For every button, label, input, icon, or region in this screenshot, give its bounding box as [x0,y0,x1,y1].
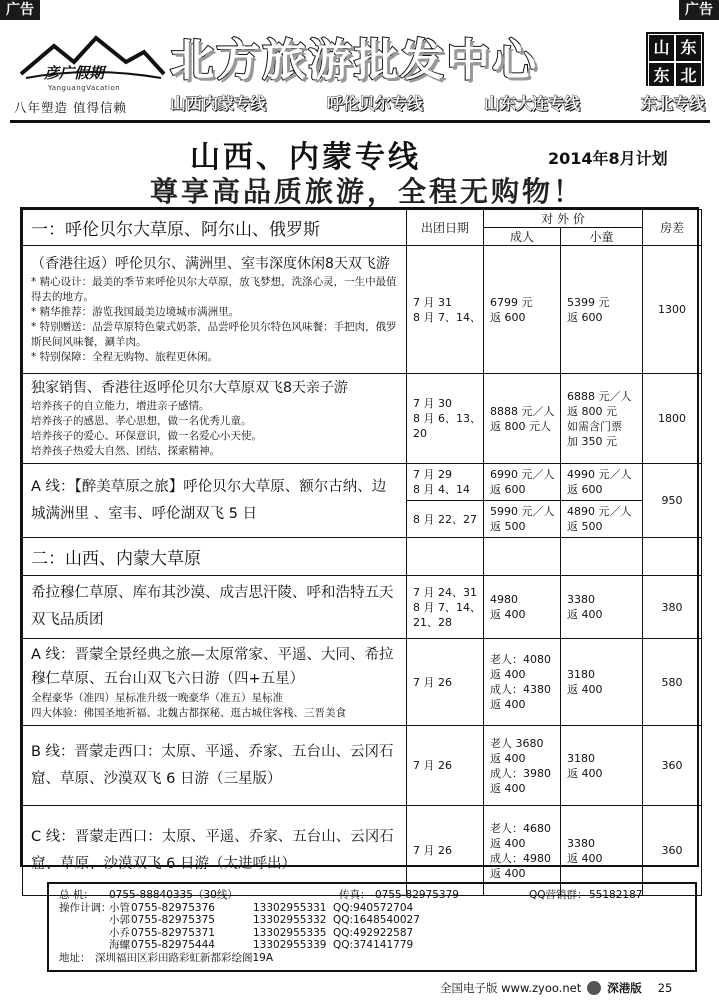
section-title: 二：山西、内蒙大草原 [23,538,407,576]
route-dates [407,374,484,464]
fax-label: 传真： [339,889,371,901]
price-line: 返 500 [490,520,526,533]
staff-qq: QQ:374141779 [333,939,414,951]
route-desc [23,726,407,806]
route-line: 山东大连专线 [483,93,580,113]
staff-tel: 0755-82975371 [131,926,215,939]
route-line: 呼伦贝尔专线 [326,93,423,113]
date-line: 8 月 7、14、 [413,310,481,324]
route-note: * 精华推荐：游览我国最美边境城市满洲里。 [31,306,240,318]
date-line: 7 月 24、31 [413,585,477,599]
header-room: 房差 [643,210,702,246]
address-value: 深圳福田区彩田路彩虹新都彩绘阁19A [95,951,274,964]
price-line: 如需含门票 [567,419,622,433]
staff-qq: QQ:1648540027 [333,914,420,926]
route-desc [23,464,407,538]
room-diff: 1800 [643,374,702,464]
adult-price [484,726,561,806]
table-row [23,726,702,806]
date-line: 8 月 7、14、 [413,600,481,614]
price-line: 返 400 [567,608,603,621]
price-line: 8888 元／人 [490,404,555,418]
slogan: 八年塑造 值得信赖 [14,100,127,115]
adult-price [484,501,561,538]
table-row [23,374,702,464]
seal-char: 山 [648,34,675,62]
staff-name: 小管 [109,901,130,914]
staff-name: 海螺 [109,939,130,951]
adult-price [484,464,561,501]
staff-tel: 0755-82975444 [131,939,215,951]
address-label: 地址： [59,951,91,964]
route-line: 山西内蒙专线 [170,93,267,113]
price-line: 3180 [567,751,595,765]
main-phone: 0755-88840335（30线） [109,889,238,901]
route-note: 全程豪华（准四）星标准升级一晚豪华（准五）星标准 [31,692,283,704]
price-line: 返 400 [490,781,526,795]
price-line: 6888 元／人 [567,389,632,403]
child-price [561,246,643,374]
seal-char: 东 [675,34,702,62]
table-row [23,464,702,501]
price-line: 4980 [490,593,518,606]
price-line: 成人：3980 [490,766,551,780]
price-line: 3380 [567,836,595,850]
price-line: 3380 [567,593,595,606]
date-line: 7 月 30 [413,397,452,410]
price-line: 老人：4680 [490,821,551,835]
date-line: 21、28 [413,615,452,629]
edition-text: 全国电子版 www.zyoo.net [440,981,582,995]
date-line: 8 月 22、27 [413,512,477,526]
staff-qq: QQ:940572704 [333,901,414,914]
header-price: 对 外 价 [484,210,643,228]
price-line: 返 400 [490,608,526,621]
price-line: 返 800 元 [567,404,617,418]
fax-value: 0755-82975379 [375,889,459,901]
price-line: 5399 元 [567,295,610,309]
adult-price [484,374,561,464]
price-line: 返 600 [490,310,526,324]
date-line: 7 月 29 [413,468,452,481]
route-dates [407,246,484,374]
contact-row [59,927,685,940]
table-row [23,246,702,374]
ops-label: 操作计调： [59,901,112,914]
route-note: 四大体验：佛国圣地祈福、北魏古都探秘、逛古城住客栈、三晋美食 [31,707,346,719]
route-note: 培养孩子热爱大自然、团结、探索精神。 [31,445,220,457]
staff-qq: QQ:492922587 [333,926,414,939]
date-line: 7 月 31 [413,295,452,309]
route-note: 培养孩子的自立能力，增进亲子感情。 [31,400,210,412]
route-dates [407,501,484,538]
edition-badge-icon [587,981,601,995]
route-dates [407,464,484,501]
route-note: * 精心设计：最美的季节来呼伦贝尔大草原，放飞梦想，洗涤心灵，一生中最值得去的地方。 [31,276,397,303]
route-note: * 特别赠送：品尝草原特色蒙式奶茶，品尝呼伦贝尔特色风味餐：手把肉，俄罗斯民间风味餐，涮羊肉。 [31,321,397,348]
table-row [23,538,702,576]
route-desc [23,576,407,639]
route-head: C 线：晋蒙走西口：太原、平遥、乔家、五台山、云冈石窟、草原、沙漠双飞 6 日游（太进呼出） [31,828,394,872]
header-date: 出团日期 [407,210,484,246]
logo-en: YanguangVacation [48,84,121,92]
price-line: 返 600 [567,310,603,324]
route-head: B 线：晋蒙走西口：太原、平遥、乔家、五台山、云冈石窟、草原、沙漠双飞 6 日游（三星版） [31,743,394,787]
price-line: 6990 元／人 [490,468,555,481]
seal-char: 北 [675,62,702,90]
route-desc [23,374,407,464]
contact-row [59,889,685,902]
price-line: 返 400 [567,766,603,780]
route-head: A 线：【醉美草原之旅】呼伦贝尔大草原、额尔古纳、边城满洲里 、室韦、呼伦湖双飞 5 日 [31,478,387,522]
page-footer [440,980,672,996]
route-desc [23,246,407,374]
header-adult: 成人 [484,228,561,246]
page-subtitle: 尊享高品质旅游，全程无购物！ [150,175,585,208]
child-price [561,726,643,806]
page-number: 25 [657,981,673,995]
room-diff: 1300 [643,246,702,374]
price-line: 6799 元 [490,295,533,309]
section-title: 一：呼伦贝尔大草原、阿尔山、俄罗斯 [23,210,407,246]
date-line: 7 月 26 [413,675,452,689]
price-line: 成人：4980 [490,851,551,865]
adult-price [484,246,561,374]
date-line: 7 月 26 [413,759,452,772]
price-line: 返 400 [490,668,526,681]
child-price [561,501,643,538]
contact-row [59,952,685,965]
price-line: 返 600 [490,483,526,496]
price-line: 成人：4380 [490,683,551,696]
price-line: 返 500 [567,520,603,533]
route-table [20,207,699,880]
route-head: A 线：晋蒙全景经典之旅—太原常家、平遥、大同、希拉穆仁草原、五台山双飞六日游（四+五星） [31,647,394,687]
adult-price [484,639,561,726]
brand-title: 北方旅游批发中心 [170,35,538,86]
price-line: 返 800 元人 [490,419,551,433]
price-line: 5990 元／人 [490,505,555,518]
price-line: 老人 3680 [490,736,544,750]
page-title: 山西、内蒙专线 [190,140,421,175]
price-line: 返 400 [490,866,526,880]
room-diff: 360 [643,726,702,806]
date-line: 8 月 4、14 [413,483,470,496]
header-divider [10,120,710,123]
staff-mobile: 13302955331 [253,901,327,914]
logo-name: 彦广假期 [44,64,105,82]
route-head: （香港往返）呼伦贝尔、满洲里、室韦深度休闲8天双飞游 [31,256,390,272]
price-line: 返 400 [490,751,526,765]
plan-date: 2014年8月计划 [548,149,668,168]
date-line: 8 月 6、13、 [413,412,481,425]
contact-row [59,939,685,952]
qq-group-value: 55182187 [589,889,643,901]
room-diff: 360 [643,806,702,896]
section-name: 深港版 [607,981,642,995]
route-head: 独家销售、香港往返呼伦贝尔大草原双飞8天亲子游 [31,380,348,396]
child-price [561,576,643,639]
staff-name: 小郭 [109,914,130,926]
price-line: 返 600 [567,483,603,496]
route-line: 东北专线 [640,93,705,113]
logo [16,32,166,102]
date-line: 20 [413,427,427,440]
staff-tel: 0755-82975376 [131,901,215,914]
ad-label-left: 广告 [0,0,40,20]
contact-box [47,882,697,972]
price-line: 3180 [567,668,595,681]
price-line: 4890 元／人 [567,505,632,518]
contact-row [59,914,685,927]
seal-char: 东 [648,62,675,90]
contact-label: 总 机： [59,889,94,901]
contact-row [59,902,685,915]
child-price [561,374,643,464]
staff-mobile: 13302955332 [253,914,327,926]
price-line: 返 400 [567,683,603,696]
route-note: 培养孩子的爱心、环保意识，做一名爱心小天使。 [31,430,262,442]
table-row [23,639,702,726]
child-price [561,639,643,726]
price-line: 4990 元／人 [567,468,632,481]
staff-name: 小乔 [109,926,130,939]
price-line: 返 400 [490,836,526,850]
staff-mobile: 13302955339 [253,939,327,951]
room-diff: 950 [643,464,702,538]
price-line: 返 400 [567,851,603,865]
ad-label-right: 广告 [679,0,719,20]
room-diff: 580 [643,639,702,726]
room-diff: 380 [643,576,702,639]
child-price [561,464,643,501]
price-line: 加 350 元 [567,434,617,448]
table-row [23,576,702,639]
route-dates [407,639,484,726]
staff-tel: 0755-82975375 [131,914,215,926]
staff-mobile: 13302955335 [253,926,327,939]
route-note: 培养孩子的感恩、孝心思想，做一名优秀儿童。 [31,415,252,427]
date-line: 7 月 26 [413,844,452,857]
qq-group-label: QQ营销群： [529,889,588,901]
route-lines [170,90,705,114]
route-dates [407,726,484,806]
header-child: 小童 [561,228,643,246]
price-line: 老人：4080 [490,653,551,666]
shandong-dongbei-seal [646,32,704,86]
route-desc [23,639,407,726]
header [10,26,710,118]
route-head: 希拉穆仁草原、库布其沙漠、成吉思汗陵、呼和浩特五天双飞品质团 [31,585,394,628]
adult-price [484,576,561,639]
route-note: * 特别保障：全程无购物、旅程更休闲。 [31,351,219,363]
price-line: 返 400 [490,698,526,711]
route-dates [407,576,484,639]
